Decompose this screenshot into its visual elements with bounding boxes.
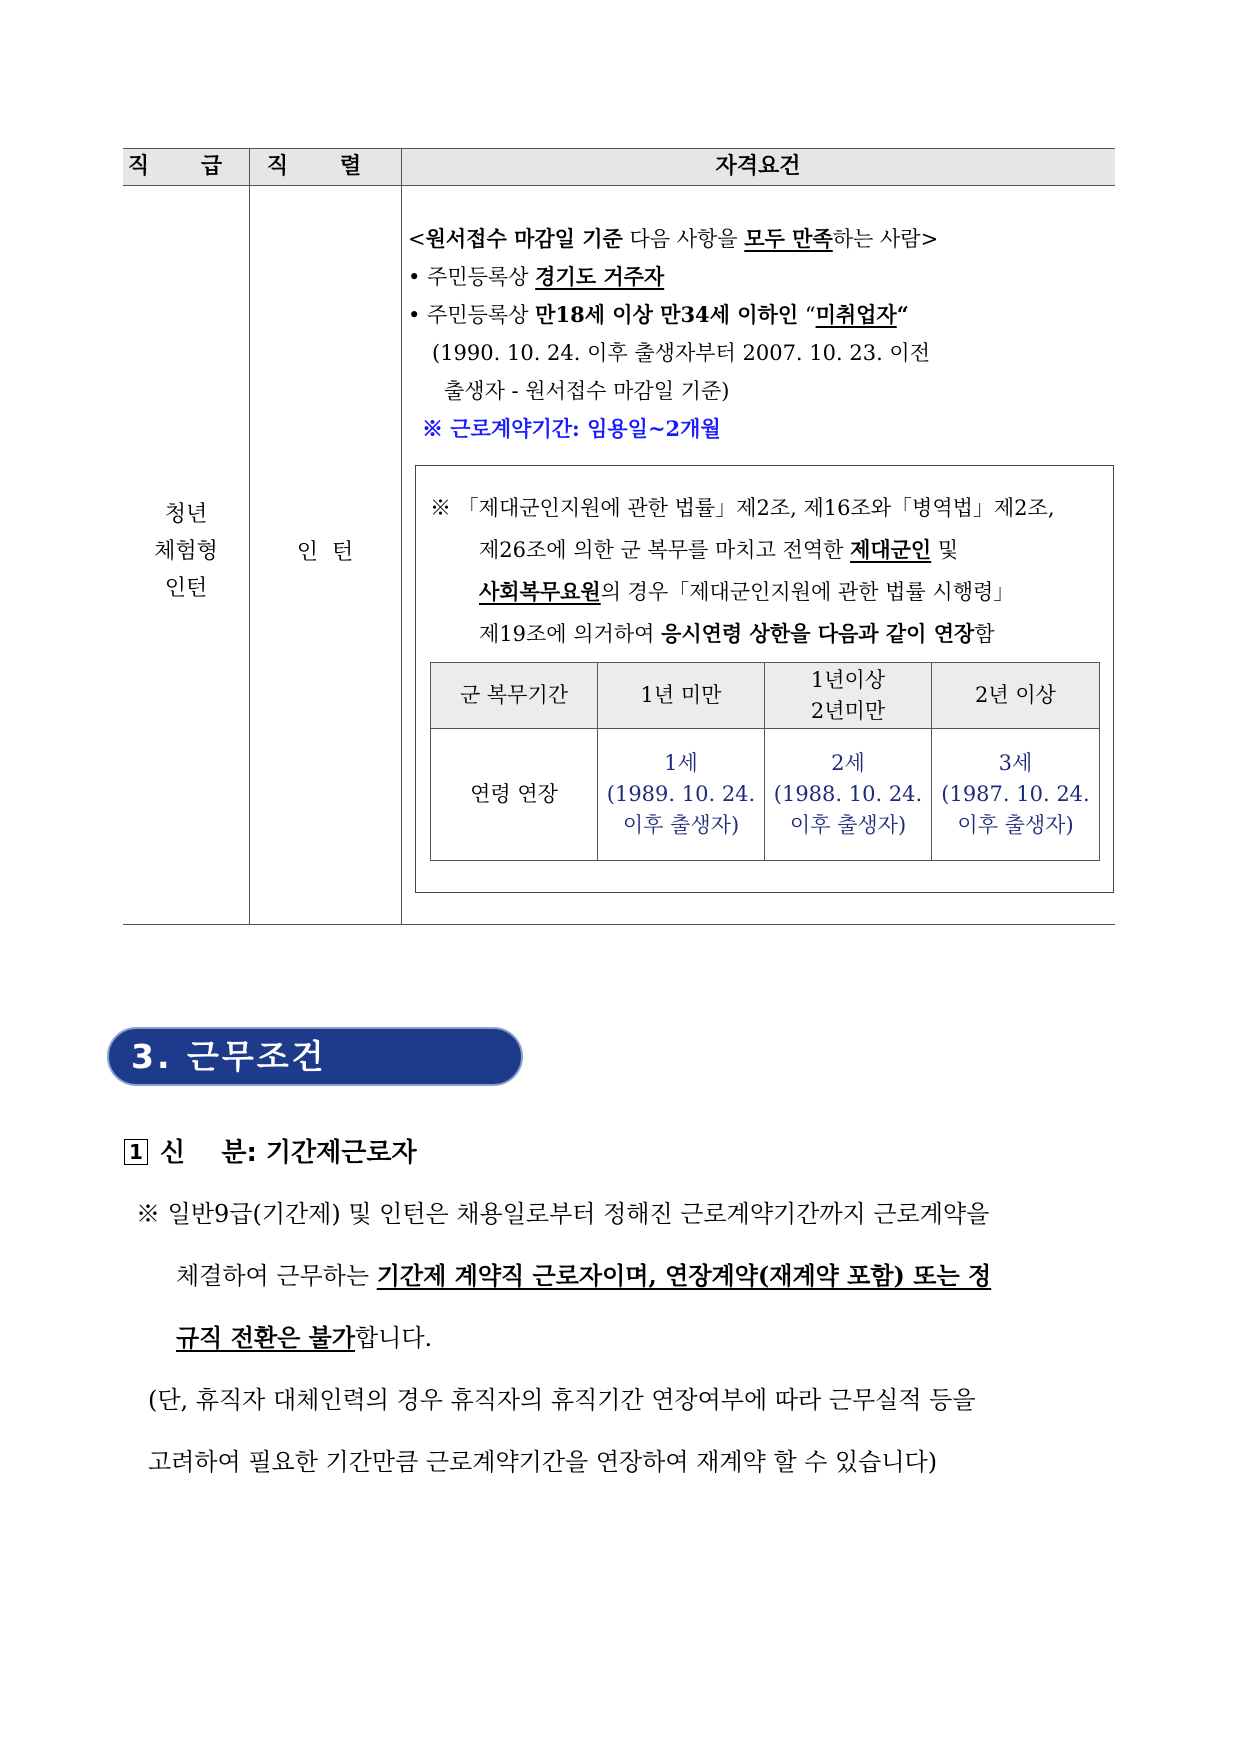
extension-cell <box>598 729 765 861</box>
bullet2-quote-close: “ <box>896 302 909 327</box>
age-extension-label: 연령 연장 <box>431 729 598 861</box>
intro-underlined: 모두 만족 <box>744 226 833 251</box>
note-line4-prefix: 제19조에 의거하여 <box>479 622 662 646</box>
requirements-intro <box>408 220 938 258</box>
extension-suffix: 이후 출생자) <box>789 813 907 838</box>
grade-cell <box>123 496 249 607</box>
line2-bold: 기간제 계약직 근로자이며, 연장계약(재계약 포함) 또는 정 <box>376 1261 992 1290</box>
extension-date: (1989. 10. 24. <box>606 782 756 807</box>
veteran-note-box <box>415 465 1114 893</box>
contract-paragraph-line2 <box>176 1256 991 1291</box>
note-line2-prefix: 제26조에 의한 군 복무를 마치고 전역한 <box>479 538 851 562</box>
exception-paragraph-line2: 고려하여 필요한 기간만큼 근로계약기간을 연장하여 재계약 할 수 있습니다) <box>148 1448 938 1476</box>
grade-line: 체험형 <box>154 539 218 564</box>
bullet2-quote-open: “ <box>798 303 816 327</box>
header-grade: 직 급 <box>127 154 245 179</box>
line3-end: 합니다. <box>355 1324 433 1352</box>
grade-line: 인턴 <box>164 576 208 601</box>
note-line4-end: 함 <box>974 622 995 646</box>
table-header-border <box>123 185 1115 186</box>
line3-bold: 규직 전환은 불가 <box>176 1323 355 1352</box>
series-cell: 인 턴 <box>296 540 354 565</box>
service-col-2-line1: 1년이상 <box>810 667 886 692</box>
service-col-2 <box>765 663 932 729</box>
intro-end: 하는 사람> <box>832 227 939 251</box>
service-col-2-line2: 2년미만 <box>810 698 886 723</box>
bullet1-prefix: • 주민등록상 <box>408 265 536 289</box>
table-divider-2 <box>401 148 402 924</box>
table-row <box>431 729 1100 861</box>
section-title-banner <box>107 1027 523 1086</box>
employment-status <box>124 1132 417 1169</box>
bullet2-bold: 만18세 이상 만34세 이하인 <box>535 302 799 327</box>
extension-age: 1세 <box>664 751 698 776</box>
requirement-age <box>408 296 938 334</box>
birth-range-line1: (1990. 10. 24. 이후 출생자부터 2007. 10. 23. 이전 <box>432 341 930 365</box>
grade-line: 청년 <box>164 502 208 527</box>
service-col-3: 2년 이상 <box>932 663 1100 729</box>
bullet1-bold: 경기도 거주자 <box>535 264 665 289</box>
extension-cell <box>932 729 1100 861</box>
service-extension-table <box>430 662 1100 861</box>
intro-open: < <box>408 227 426 251</box>
contract-paragraph-line1: ※ 일반9급(기간제) 및 인턴은 채용일로부터 정해진 근로계약기간까지 근로계약을 <box>136 1200 990 1228</box>
item-number-box: 1 <box>124 1139 148 1165</box>
extension-suffix: 이후 출생자) <box>957 813 1074 838</box>
note-line2 <box>430 529 1055 571</box>
note-line4-bold: 응시연령 상한을 다음과 같이 연장 <box>661 621 975 646</box>
extension-age: 3세 <box>998 751 1033 776</box>
extension-suffix: 이후 출생자) <box>622 813 740 838</box>
intro-bold: 원서접수 마감일 기준 <box>425 226 623 251</box>
table-row <box>431 663 1100 729</box>
extension-age: 2세 <box>831 751 865 776</box>
note-line3 <box>430 571 1055 613</box>
note-line2-end: 및 <box>931 538 959 562</box>
section-title: 3. 근무조건 <box>131 1037 327 1076</box>
requirements-list <box>408 220 938 448</box>
note-line3-end: 의 경우「제대군인지원에 관한 법률 시행령」 <box>600 580 1015 604</box>
contract-period: ※ 근로계약기간: 임용일~2개월 <box>422 416 721 441</box>
service-col-1: 1년 미만 <box>598 663 765 729</box>
bullet2-prefix: • 주민등록상 <box>408 303 536 327</box>
header-requirements: 자격요건 <box>715 154 801 179</box>
header-series: 직 렬 <box>266 154 384 179</box>
intro-mid: 다음 사항을 <box>622 227 745 251</box>
employment-status-label: 신 분: 기간제근로자 <box>160 1138 417 1168</box>
extension-date: (1988. 10. 24. <box>773 782 923 807</box>
veteran-note-text <box>430 488 1055 655</box>
line2-prefix: 체결하여 근무하는 <box>176 1262 377 1290</box>
table-bottom-border <box>123 924 1115 925</box>
note-line4 <box>430 613 1055 655</box>
requirement-residence <box>408 258 938 296</box>
note-line1: ※ 「제대군인지원에 관한 법률」제2조, 제16조와「병역법」제2조, <box>430 496 1055 520</box>
note-line2-bold: 제대군인 <box>850 537 932 562</box>
note-line3-bold: 사회복무요원 <box>479 579 601 604</box>
service-header-label: 군 복무기간 <box>431 663 598 729</box>
exception-paragraph-line1: (단, 휴직자 대체인력의 경우 휴직자의 휴직기간 연장여부에 따라 근무실적 등을 <box>148 1386 976 1414</box>
extension-cell <box>765 729 932 861</box>
bullet2-underlined: 미취업자 <box>815 302 897 327</box>
extension-date: (1987. 10. 24. <box>941 782 1090 807</box>
contract-paragraph-line3 <box>176 1318 432 1353</box>
birth-range-line2: 출생자 - 원서접수 마감일 기준) <box>444 379 730 403</box>
